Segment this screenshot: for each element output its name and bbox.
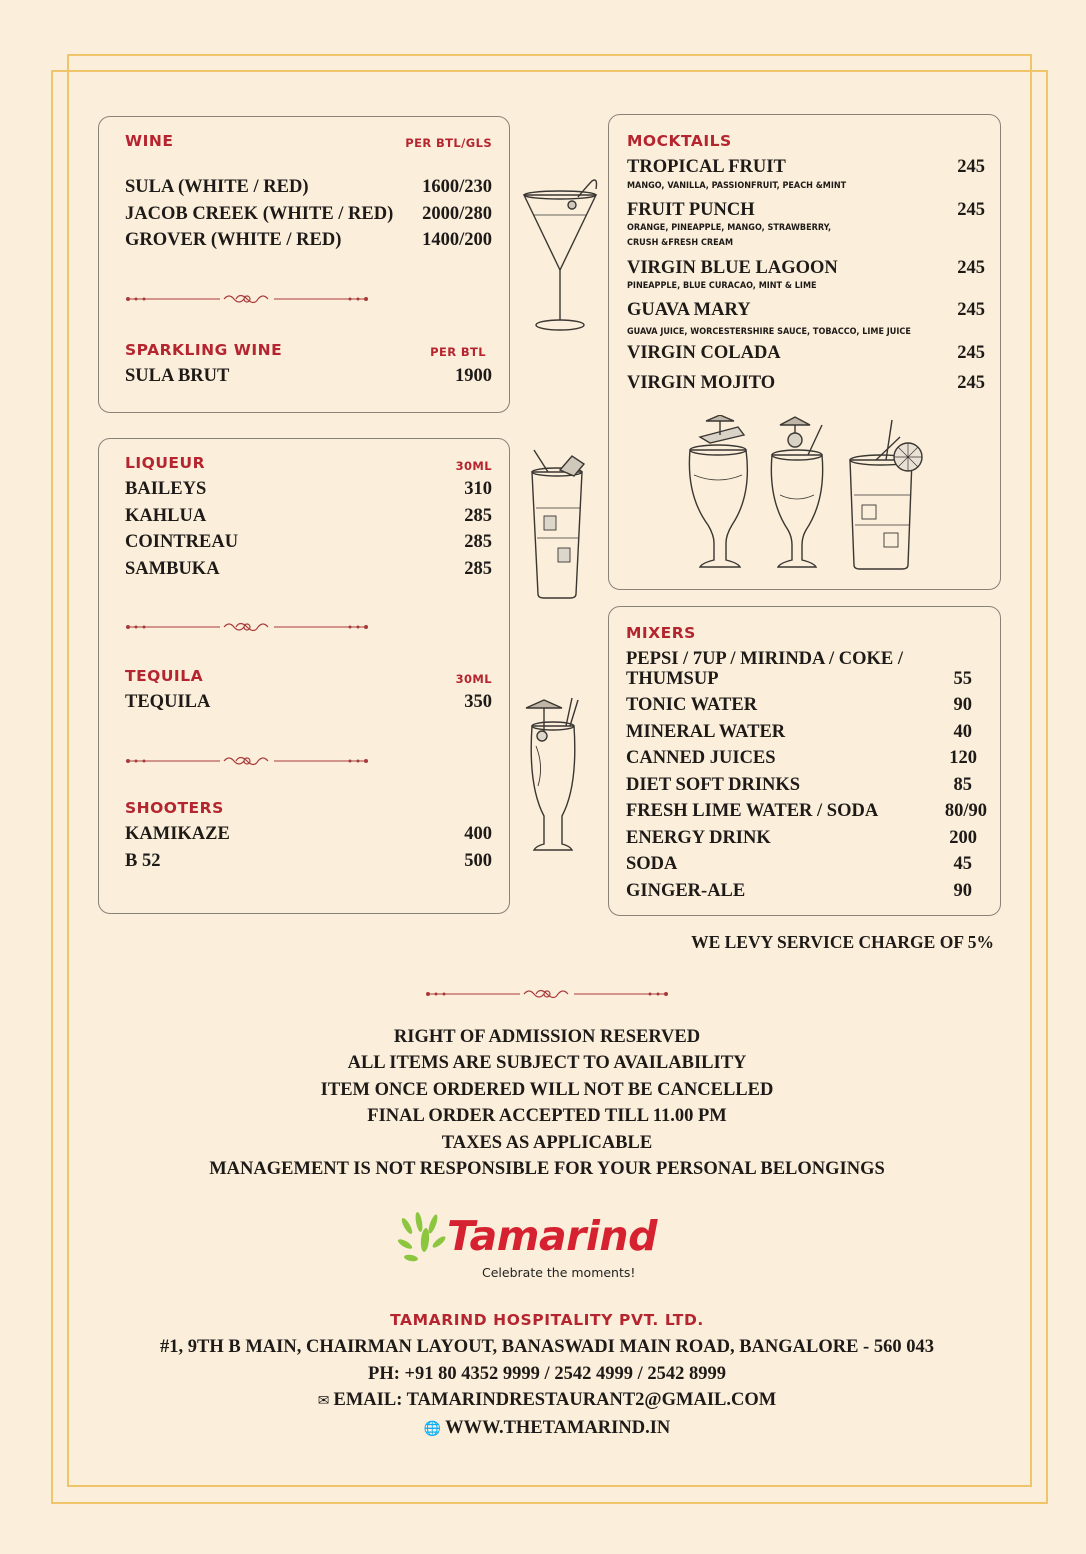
- mixer-item-name: ENERGY DRINK: [626, 828, 771, 848]
- mixer-item-price: 200: [949, 828, 977, 848]
- mixer-item-name: SODA: [626, 854, 678, 874]
- notice-line: TAXES AS APPLICABLE: [441, 1132, 653, 1153]
- wine-item-name: JACOB CREEK (WHITE / RED): [125, 204, 394, 224]
- ornament-divider: [124, 620, 370, 634]
- wine-item-price: 1400/200: [422, 230, 492, 250]
- liqueur-item-price: 310: [464, 479, 492, 499]
- liqueur-item-name: BAILEYS: [125, 479, 207, 499]
- service-charge-note: WE LEVY SERVICE CHARGE OF 5%: [691, 932, 994, 952]
- mocktail-item-desc: MANGO, VANILLA, PASSIONFRUIT, PEACH &MINT: [627, 181, 847, 191]
- envelope-icon: ✉: [317, 1393, 330, 1409]
- tall-cocktail-illustration: [522, 696, 584, 852]
- mocktail-item-price: 245: [957, 258, 985, 278]
- company-website[interactable]: WWW.THETAMARIND.IN: [445, 1417, 671, 1438]
- mocktail-item-name: GUAVA MARY: [627, 300, 751, 320]
- liqueur-unit: 30ML: [455, 459, 492, 473]
- company-name: TAMARIND HOSPITALITY PVT. LTD.: [390, 1311, 704, 1329]
- sparkling-item-name: SULA BRUT: [125, 366, 230, 386]
- mocktails-title: MOCKTAILS: [627, 132, 732, 150]
- shooters-item-name: KAMIKAZE: [125, 824, 230, 844]
- mocktail-item-name: VIRGIN MOJITO: [627, 373, 776, 393]
- mixer-item-price: 45: [953, 854, 972, 874]
- ornament-divider: [124, 754, 370, 768]
- mocktail-item-price: 245: [957, 343, 985, 363]
- liqueur-item-price: 285: [464, 506, 492, 526]
- mixer-item-price: 40: [953, 722, 972, 742]
- ornament-divider: [124, 292, 370, 306]
- sparkling-unit: PER BTL: [430, 345, 486, 359]
- mocktail-glasses-illustration: [680, 415, 935, 575]
- wine-item-name: SULA (WHITE / RED): [125, 177, 309, 197]
- mocktail-item-desc: PINEAPPLE, BLUE CURACAO, MINT & LIME: [627, 281, 817, 291]
- ornament-divider: [424, 987, 670, 1001]
- company-email-line[interactable]: [100, 1387, 994, 1415]
- leaf-icon: [397, 1212, 451, 1268]
- mixer-item-price: 85: [953, 775, 972, 795]
- contact-block: [100, 1334, 994, 1442]
- company-email[interactable]: EMAIL: TAMARINDRESTAURANT2@GMAIL.COM: [333, 1390, 777, 1410]
- logo-tagline: Celebrate the moments!: [482, 1265, 636, 1280]
- company-website-line[interactable]: [100, 1415, 994, 1443]
- notice-line: ALL ITEMS ARE SUBJECT TO AVAILABILITY: [347, 1053, 747, 1074]
- mocktail-item-name: FRUIT PUNCH: [627, 200, 755, 220]
- mixer-item-name: PEPSI / 7UP / MIRINDA / COKE /: [626, 649, 904, 669]
- notice-line: MANAGEMENT IS NOT RESPONSIBLE FOR YOUR PERSONAL BELONGINGS: [209, 1159, 885, 1180]
- tamarind-logo: [395, 1208, 695, 1288]
- wine-item-price: 1600/230: [422, 177, 492, 197]
- liqueur-item-name: SAMBUKA: [125, 559, 220, 579]
- mixer-item-name: TONIC WATER: [626, 695, 758, 715]
- notices-block: [100, 1024, 994, 1182]
- wine-unit: PER BTL/GLS: [405, 136, 492, 150]
- shooters-item-price: 500: [464, 851, 492, 871]
- mixer-item-price: 55: [953, 669, 972, 689]
- mocktail-item-name: VIRGIN COLADA: [627, 343, 781, 363]
- mocktail-item-price: 245: [957, 373, 985, 393]
- notice-line: FINAL ORDER ACCEPTED TILL 11.00 PM: [367, 1106, 727, 1127]
- mocktail-item-desc: GUAVA JUICE, WORCESTERSHIRE SAUCE, TOBACCO, LIME JUICE: [627, 327, 911, 337]
- logo-wordmark: Tamarind: [447, 1212, 657, 1260]
- shooters-item-name: B 52: [125, 851, 161, 871]
- wine-item-price: 2000/280: [422, 204, 492, 224]
- wine-title: WINE: [125, 132, 174, 150]
- mocktail-item-name: VIRGIN BLUE LAGOON: [627, 258, 838, 278]
- notice-line: ITEM ONCE ORDERED WILL NOT BE CANCELLED: [320, 1079, 774, 1100]
- mixer-item-price: 80/90: [944, 801, 987, 821]
- mixer-item-name: DIET SOFT DRINKS: [626, 775, 801, 795]
- globe-icon: 🌐: [423, 1420, 442, 1437]
- mocktail-item-price: 245: [957, 200, 985, 220]
- wine-item-name: GROVER (WHITE / RED): [125, 230, 342, 250]
- martini-glass-illustration: [518, 175, 602, 335]
- mixers-title: MIXERS: [626, 624, 696, 642]
- tequila-unit: 30ML: [455, 672, 492, 686]
- liqueur-item-price: 285: [464, 532, 492, 552]
- tequila-item-price: 350: [464, 692, 492, 712]
- mixer-item-price: 90: [953, 695, 972, 715]
- mocktail-item-name: TROPICAL FRUIT: [627, 157, 786, 177]
- notice-line: RIGHT OF ADMISSION RESERVED: [393, 1027, 701, 1047]
- mocktail-item-price: 245: [957, 157, 985, 177]
- mixer-item-name: GINGER-ALE: [626, 881, 746, 901]
- sparkling-item-price: 1900: [455, 366, 492, 386]
- mixer-item-name: FRESH LIME WATER / SODA: [626, 801, 879, 821]
- shooters-title: SHOOTERS: [125, 799, 224, 817]
- company-address: #1, 9TH B MAIN, CHAIRMAN LAYOUT, BANASWADI MAIN ROAD, BANGALORE - 560 043: [160, 1337, 934, 1357]
- liqueur-item-name: KAHLUA: [125, 506, 207, 526]
- mixer-item-name: MINERAL WATER: [626, 722, 786, 742]
- sparkling-title: SPARKLING WINE: [125, 341, 283, 359]
- mixer-item-name: CANNED JUICES: [626, 748, 776, 768]
- company-phone: PH: +91 80 4352 9999 / 2542 4999 / 2542 8999: [368, 1363, 726, 1384]
- mocktail-item-price: 245: [957, 300, 985, 320]
- liqueur-title: LIQUEUR: [125, 454, 206, 472]
- mocktail-item-desc: ORANGE, PINEAPPLE, MANGO, STRAWBERRY,: [627, 223, 832, 233]
- mocktail-item-desc: CRUSH &FRESH CREAM: [627, 238, 734, 248]
- mixer-item-price: 120: [949, 748, 977, 768]
- liqueur-item-name: COINTREAU: [125, 532, 239, 552]
- tequila-title: TEQUILA: [125, 667, 204, 685]
- mixer-item-name-line2: THUMSUP: [626, 669, 719, 689]
- mixer-item-price: 90: [953, 881, 972, 901]
- liqueur-item-price: 285: [464, 559, 492, 579]
- shooters-item-price: 400: [464, 824, 492, 844]
- highball-glass-illustration: [522, 448, 592, 600]
- tequila-item-name: TEQUILA: [125, 692, 211, 712]
